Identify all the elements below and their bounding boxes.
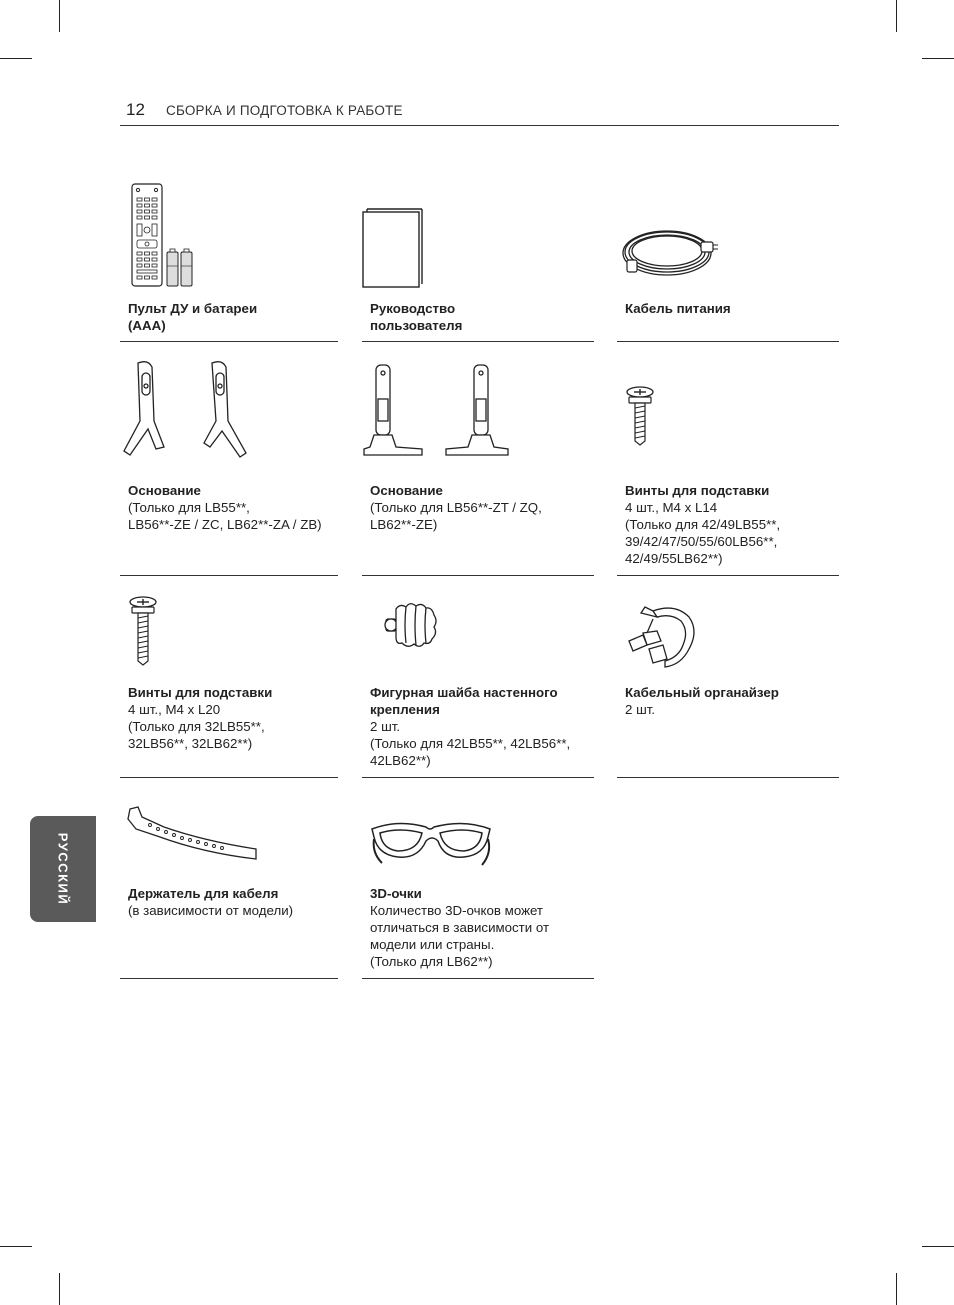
item-title: Винты для подставки [128,685,273,700]
page-number: 12 [126,100,145,119]
crop-mark [59,0,60,32]
item-detail: (Только для 32LB55**, [128,719,265,734]
long-screw-icon [128,595,158,667]
language-tab [30,816,96,922]
item-title: пользователя [370,318,463,333]
crop-mark [922,58,954,59]
item-caption [625,684,779,718]
item-screws-l14 [617,341,839,576]
item-caption [128,300,257,334]
item-title: Основание [128,483,201,498]
crop-mark [896,1273,897,1305]
item-title: (ААА) [128,318,166,333]
item-cable-holder [120,777,338,979]
item-detail: (Только для LB55**, [128,500,250,515]
cable-tie-strap-icon [124,805,260,865]
item-stand-b [362,341,594,576]
item-title: Фигурная шайба настенного [370,685,558,700]
item-title: Кабельный органайзер [625,685,779,700]
item-cable-organizer [617,575,839,778]
item-detail: 4 шт., M4 x L20 [128,702,221,717]
item-detail: 39/42/47/50/55/60LB56**, [625,534,778,549]
item-caption [128,684,272,752]
item-title: 3D-очки [370,886,422,901]
item-detail: Количество 3D-очков может [370,903,544,918]
item-spacer [362,575,594,778]
3d-glasses-icon [368,817,494,869]
stand-legs-icon [122,359,252,463]
item-detail: модели или страны. [370,937,495,952]
item-power-cable [617,170,839,342]
power-cord-coil-icon [621,224,721,280]
wall-mount-spacer-icon [382,601,440,649]
item-remote [120,170,338,342]
item-title: Пульт ДУ и батареи [128,301,258,316]
stand-feet-icon [362,363,512,461]
item-title: Держатель для кабеля [128,886,279,901]
item-detail: LB62**-ZE) [370,517,438,532]
item-title: Винты для подставки [625,483,770,498]
item-detail: (Только для LB56**-ZT / ZQ, [370,500,542,515]
item-caption [370,684,570,769]
item-title: Руководство [370,301,456,316]
item-detail: (в зависимости от модели) [128,903,294,918]
item-detail: 2 шт. [370,719,401,734]
item-stand-a [120,341,338,576]
item-title: Основание [370,483,443,498]
item-caption [370,300,462,334]
crop-mark [896,0,897,32]
crop-mark [922,1246,954,1247]
item-detail: (Только для LB62**) [370,954,493,969]
remote-control-batteries-icon [130,182,202,288]
item-detail: 2 шт. [625,702,656,717]
item-3d-glasses [362,777,594,979]
item-detail: 4 шт., M4 x L14 [625,500,718,515]
item-detail: 32LB56**, 32LB62**) [128,736,253,751]
section-title: СБОРКА И ПОДГОТОВКА К РАБОТЕ [166,103,403,118]
user-manual-booklet-icon [362,208,426,290]
item-caption [128,885,293,919]
page-header [120,98,839,126]
crop-mark [0,58,32,59]
item-title: Кабель питания [625,301,731,316]
language-label: РУССКИЙ [55,832,71,906]
cable-organizer-clip-icon [623,605,705,671]
item-detail: 42/49/55LB62**) [625,551,723,566]
short-screw-icon [625,385,655,447]
item-detail: (Только для 42LB55**, 42LB56**, [370,736,571,751]
item-detail: отличаться в зависимости от [370,920,550,935]
item-caption [370,885,549,970]
item-detail: (Только для 42/49LB55**, [625,517,781,532]
item-detail: LB56**-ZE / ZC, LB62**-ZA / ZB) [128,517,322,532]
item-caption [625,300,731,317]
crop-mark [0,1246,32,1247]
item-title: крепления [370,702,440,717]
crop-mark [59,1273,60,1305]
item-detail: 42LB62**) [370,753,431,768]
item-caption [625,482,780,567]
item-screws-l20 [120,575,338,778]
item-caption [128,482,322,533]
item-manual [362,170,594,342]
item-caption [370,482,542,533]
